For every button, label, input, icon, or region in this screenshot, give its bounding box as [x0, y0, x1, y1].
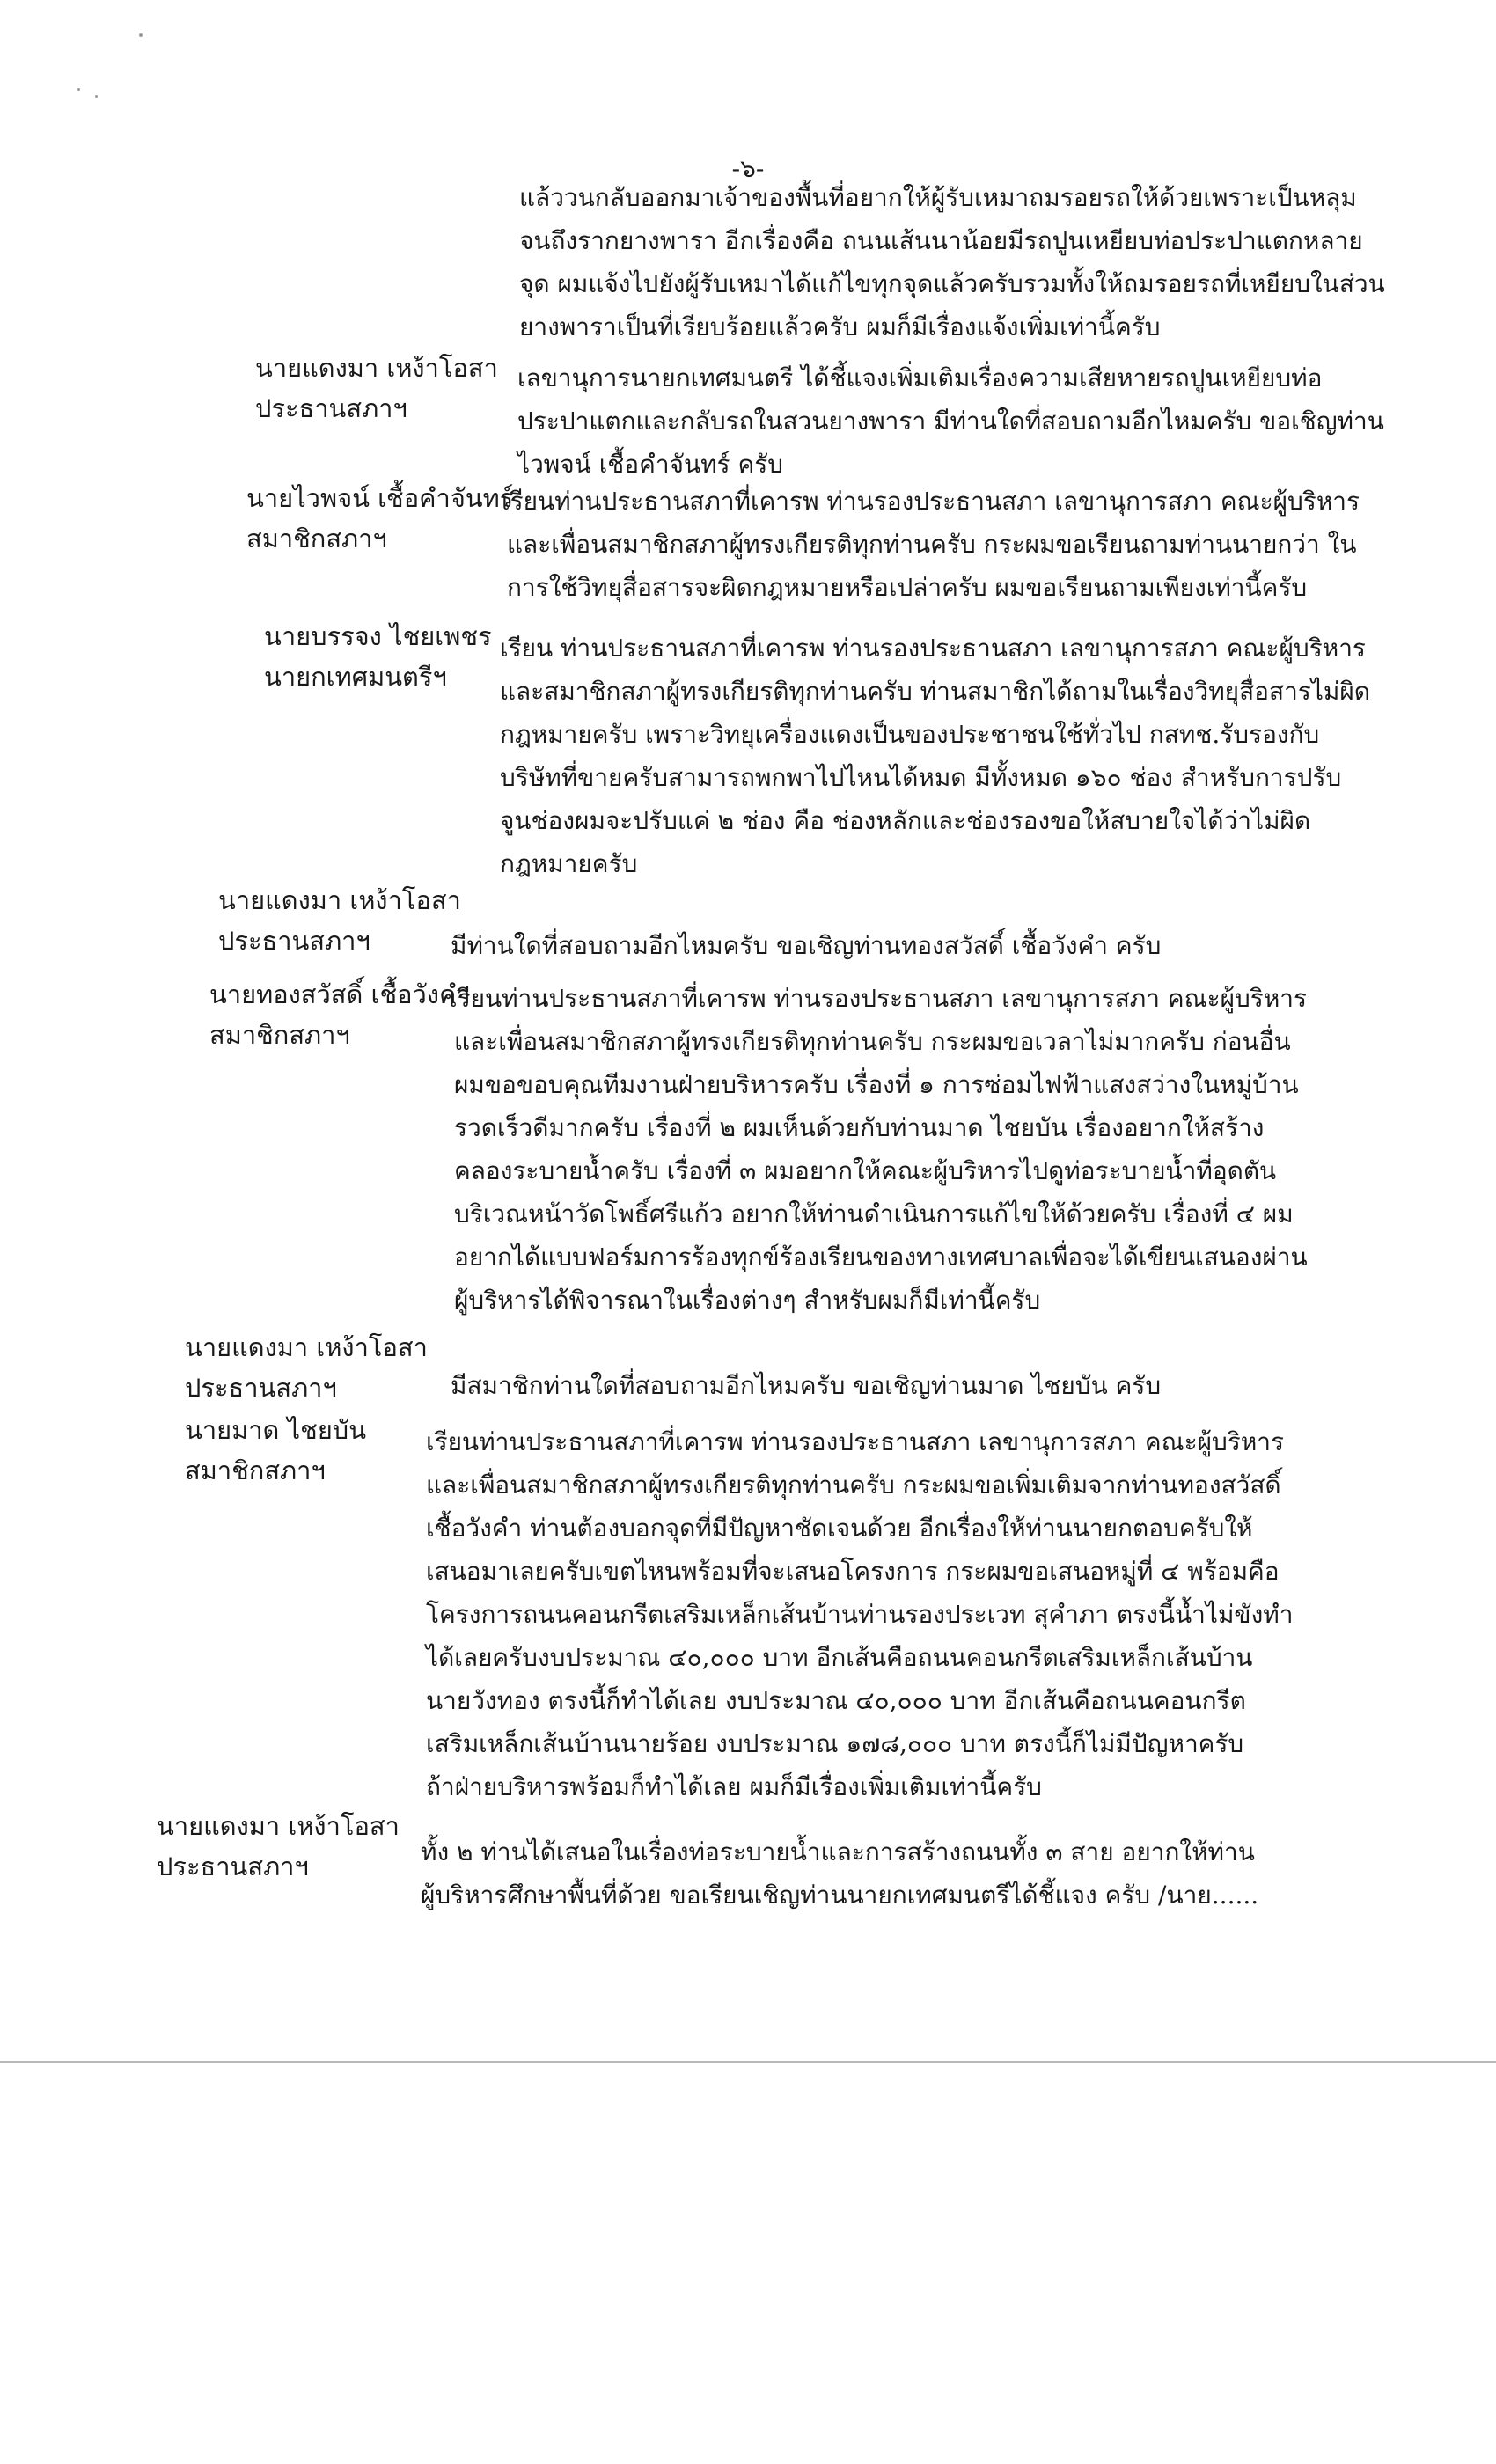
speech-text [426, 1420, 1293, 1808]
speaker-name: นายแดงมา เหง้าโอสา [218, 885, 461, 915]
speaker-label [209, 974, 471, 1055]
text-line: เรียนท่านประธานสภาที่เคารพ ท่านรองประธานสภา เลขานุการสภา คณะผู้บริหาร [502, 487, 1360, 516]
speaker-label [264, 616, 492, 697]
speaker-role: ประธานสภาฯ [218, 926, 370, 956]
text-line: ถ้าฝ่ายบริหารพร้อมก็ทำได้เลย ผมก็มีเรื่องเพิ่มเติมเท่านี้ครับ [426, 1772, 1042, 1801]
speaker-role: นายกเทศมนตรีฯ [264, 662, 447, 692]
text-line: เรียนท่านประธานสภาที่เคารพ ท่านรองประธานสภา เลขานุการสภา คณะผู้บริหาร [426, 1427, 1285, 1456]
text-line: แล้ววนกลับออกมาเจ้าของพื้นที่อยากให้ผู้รับเหมาถมรอยรถให้ด้วยเพราะเป็นหลุม [519, 183, 1357, 212]
speech-text [502, 480, 1360, 609]
text-line: และเพื่อนสมาชิกสภาผู้ทรงเกียรติทุกท่านครับ กระผมขอเพิ่มเติมจากท่านทองสวัสดิ์ [426, 1470, 1281, 1500]
text-line: โครงการถนนคอนกรีตเสริมเหล็กเส้นบ้านท่านรองประเวท สุคำภา ตรงนี้น้ำไม่ขังทำ [426, 1600, 1294, 1629]
scan-edge-line [0, 2061, 1496, 2063]
speaker-role: ประธานสภาฯ [185, 1373, 337, 1403]
text-line: และสมาชิกสภาผู้ทรงเกียรติทุกท่านครับ ท่านสมาชิกได้ถามในเรื่องวิทยุสื่อสารไม่ผิด [500, 677, 1370, 706]
speaker-name: นายแดงมา เหง้าโอสา [255, 353, 498, 383]
text-line: กฎหมายครับ เพราะวิทยุเครื่องแดงเป็นของประชาชนใช้ทั่วไป กสทช.รับรองกับ [500, 720, 1320, 749]
speaker-label [246, 478, 513, 559]
text-line: มีท่านใดที่สอบถามอีกไหมครับ ขอเชิญท่านทองสวัสดิ์ เชื้อวังคำ ครับ [451, 931, 1162, 960]
text-line: เลขานุการนายกเทศมนตรี ได้ชี้แจงเพิ่มเติมเรื่องความเสียหายรถปูนเหยียบท่อ [517, 363, 1323, 392]
text-line: กฎหมายครับ [500, 849, 638, 878]
text-line: มีสมาชิกท่านใดที่สอบถามอีกไหมครับ ขอเชิญท่านมาด ไชยบัน ครับ [451, 1371, 1162, 1400]
text-line: จูนช่องผมจะปรับแค่ ๒ ช่อง คือ ช่องหลักและช่องรองขอให้สบายใจได้ว่าไม่ผิด [500, 806, 1311, 835]
text-line: อยากได้แบบฟอร์มการร้องทุกข์ร้องเรียนของทางเทศบาลเพื่อจะได้เขียนเสนองผ่าน [454, 1243, 1308, 1272]
text-line: ผมขอขอบคุณทีมงานฝ่ายบริหารครับ เรื่องที่ ๑ การซ่อมไฟฟ้าแสงสว่างในหมู่บ้าน [454, 1070, 1299, 1099]
text-line: และเพื่อนสมาชิกสภาผู้ทรงเกียรติทุกท่านครับ กระผมขอเรียนถามท่านนายกว่า ใน [507, 530, 1357, 559]
speaker-role: สมาชิกสภาฯ [185, 1456, 326, 1485]
text-line: นายวังทอง ตรงนี้ก็ทำได้เลย งบประมาณ ๔๐,๐๐๐ บาท อีกเส้นคือถนนคอนกรีต [426, 1686, 1246, 1715]
speaker-name: นายทองสวัสดิ์ เชื้อวังคำ [209, 979, 471, 1009]
text-line: รวดเร็วดีมากครับ เรื่องที่ ๒ ผมเห็นด้วยกับท่านมาด ไชยบัน เรื่องอยากให้สร้าง [454, 1113, 1265, 1142]
text-line: เชื้อวังคำ ท่านต้องบอกจุดที่มีปัญหาชัดเจนด้วย อีกเรื่องให้ท่านนายกตอบครับให้ [426, 1514, 1253, 1543]
speaker-label [185, 1410, 366, 1491]
speaker-name: นายมาด ไชยบัน [185, 1415, 367, 1445]
text-line: บริษัทที่ขายครับสามารถพกพาไปไหนได้หมด มีทั้งหมด ๑๖๐ ช่อง สำหรับการปรับ [500, 763, 1342, 792]
speaker-label [157, 1806, 400, 1887]
speaker-label [185, 1327, 428, 1408]
text-line: ประปาแตกและกลับรถในสวนยางพารา มีท่านใดที่สอบถามอีกไหมครับ ขอเชิญท่าน [517, 407, 1384, 436]
text-line: ได้เลยครับงบประมาณ ๔๐,๐๐๐ บาท อีกเส้นคือถนนคอนกรีตเสริมเหล็กเส้นบ้าน [426, 1643, 1253, 1672]
text-line: เรียน ท่านประธานสภาที่เคารพ ท่านรองประธานสภา เลขานุการสภา คณะผู้บริหาร [500, 634, 1366, 663]
text-line: และเพื่อนสมาชิกสภาผู้ทรงเกียรติทุกท่านครับ กระผมขอเวลาไม่มากครับ ก่อนอื่น [454, 1027, 1291, 1056]
continuation-text [519, 176, 1385, 348]
speech-text [449, 977, 1308, 1322]
speaker-role: สมาชิกสภาฯ [209, 1020, 350, 1050]
text-line: การใช้วิทยุสื่อสารจะผิดกฎหมายหรือเปล่าครับ ผมขอเรียนถามเพียงเท่านี้ครับ [507, 573, 1308, 602]
text-line: ผู้บริหารได้พิจารณาในเรื่องต่างๆ สำหรับผมก็มีเท่านี้ครับ [454, 1286, 1041, 1315]
text-line: จนถึงรากยางพารา อีกเรื่องคือ ถนนเส้นนาน้อยมีรถปูนเหยียบท่อประปาแตกหลาย [519, 226, 1363, 255]
text-line: บริเวณหน้าวัดโพธิ์ศรีแก้ว อยากให้ท่านดำเนินการแก้ไขให้ด้วยครับ เรื่องที่ ๔ ผม [454, 1199, 1294, 1228]
speech-text [517, 356, 1384, 486]
scan-speck [95, 95, 98, 98]
speech-text [500, 627, 1370, 885]
text-line: ผู้บริหารศึกษาพื้นที่ด้วย ขอเรียนเชิญท่านนายกเทศมนตรีได้ชี้แจง ครับ /นาย...... [421, 1881, 1259, 1910]
speaker-name: นายแดงมา เหง้าโอสา [185, 1332, 428, 1362]
text-line: เสนอมาเลยครับเขตไหนพร้อมที่จะเสนอโครงการ กระผมขอเสนอหมู่ที่ ๔ พร้อมคือ [426, 1557, 1280, 1586]
speaker-name: นายไวพจน์ เชื้อคำจันทร์ [246, 483, 514, 513]
speech-text [421, 1830, 1258, 1917]
text-line: เสริมเหล็กเส้นบ้านนายร้อย งบประมาณ ๑๗๘,๐๐๐ บาท ตรงนี้ก็ไม่มีปัญหาครับ [426, 1729, 1244, 1758]
scan-speck [139, 33, 143, 37]
speech-text [451, 1364, 1161, 1407]
scan-speck [77, 88, 80, 91]
text-line: คลองระบายน้ำครับ เรื่องที่ ๓ ผมอยากให้คณะผู้บริหารไปดูท่อระบายน้ำที่อุดตัน [454, 1156, 1277, 1185]
speaker-name: นายแดงมา เหง้าโอสา [157, 1811, 400, 1841]
speaker-name: นายบรรจง ไชยเพชร [264, 621, 492, 651]
speaker-role: ประธานสภาฯ [255, 393, 407, 423]
text-line: จุด ผมแจ้งไปยังผู้รับเหมาได้แก้ไขทุกจุดแล้วครับรวมทั้งให้ถมรอยรถที่เหยียบในส่วน [519, 269, 1385, 298]
speech-text [451, 924, 1161, 967]
speaker-label [255, 348, 498, 429]
text-line: ยางพาราเป็นที่เรียบร้อยแล้วครับ ผมก็มีเรื่องแจ้งเพิ่มเท่านี้ครับ [519, 312, 1161, 341]
page-number: -๖- [731, 154, 765, 183]
text-line: เรียนท่านประธานสภาที่เคารพ ท่านรองประธานสภา เลขานุการสภา คณะผู้บริหาร [449, 984, 1308, 1013]
speaker-role: สมาชิกสภาฯ [246, 524, 387, 554]
text-line: ทั้ง ๒ ท่านได้เสนอในเรื่องท่อระบายน้ำและการสร้างถนนทั้ง ๓ สาย อยากให้ท่าน [421, 1837, 1255, 1866]
speaker-label [218, 880, 461, 961]
speaker-role: ประธานสภาฯ [157, 1852, 309, 1881]
text-line: ไวพจน์ เชื้อคำจันทร์ ครับ [517, 450, 784, 479]
